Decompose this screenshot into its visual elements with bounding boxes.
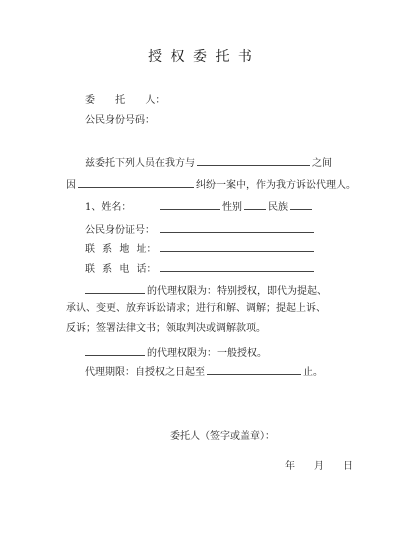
cause-prefix: 因 [66, 180, 76, 191]
date-day: 日 [343, 461, 353, 472]
entrustment-line-2 [66, 177, 356, 193]
entrustment-line-1 [85, 155, 332, 171]
agent-ethnicity-label: 民族 [268, 202, 288, 213]
date-month: 月 [314, 461, 324, 472]
agent-name-label: 1、姓名： [85, 202, 132, 213]
dispute-cause-blank [78, 177, 194, 188]
agent-phone-blank [160, 261, 314, 272]
special-authority-text-2: 承认、变更、放弃诉讼请求；进行和解、调解；提起上诉、 [66, 303, 326, 314]
opponent-blank [197, 155, 310, 166]
agent-id-label: 公民身份证号： [85, 225, 155, 236]
term-suffix: 止。 [303, 367, 323, 378]
special-agent-blank [85, 283, 145, 294]
term-prefix: 代理期限：自授权之日起至 [85, 367, 205, 378]
general-authority-line [85, 345, 267, 361]
special-authority-line-1 [85, 283, 327, 299]
agent-phone-label: 联 系 电 话： [85, 264, 157, 275]
agent-name-blank [160, 199, 220, 210]
signature-label: 委托人（签字或盖章）： [170, 431, 275, 442]
document-title: 授 权 委 托 书 [148, 49, 252, 65]
agent-ethnicity-blank [290, 199, 312, 210]
agent-phone-row [85, 261, 316, 277]
agent-address-row [85, 241, 316, 257]
agent-address-label: 联 系 地 址： [85, 244, 157, 255]
general-agent-blank [85, 345, 145, 356]
agent-address-blank [160, 241, 314, 252]
special-authority-text-3: 反诉；签署法律文书；领取判决或调解款项。 [66, 323, 266, 334]
general-authority-text: 的代理权限为：一般授权。 [147, 348, 267, 359]
agent-id-row [85, 222, 316, 238]
entrustment-between: 之间 [312, 158, 332, 169]
term-end-blank [207, 364, 301, 375]
term-line [85, 364, 323, 380]
principal-label: 委 托 人： [85, 95, 166, 106]
principal-id-label: 公民身份号码： [85, 115, 155, 126]
agent-gender-blank [244, 199, 266, 210]
special-authority-text-1: 的代理权限为：特别授权，即代为提起、 [147, 286, 327, 297]
entrustment-prefix: 兹委托下列人员在我方与 [85, 158, 195, 169]
date-year: 年 [285, 461, 295, 472]
cause-suffix: 纠纷一案中，作为我方诉讼代理人。 [196, 180, 356, 191]
agent-gender-label: 性别 [222, 202, 242, 213]
agent-id-blank [160, 222, 314, 233]
agent-name-row [85, 199, 314, 215]
date-line [285, 460, 372, 474]
